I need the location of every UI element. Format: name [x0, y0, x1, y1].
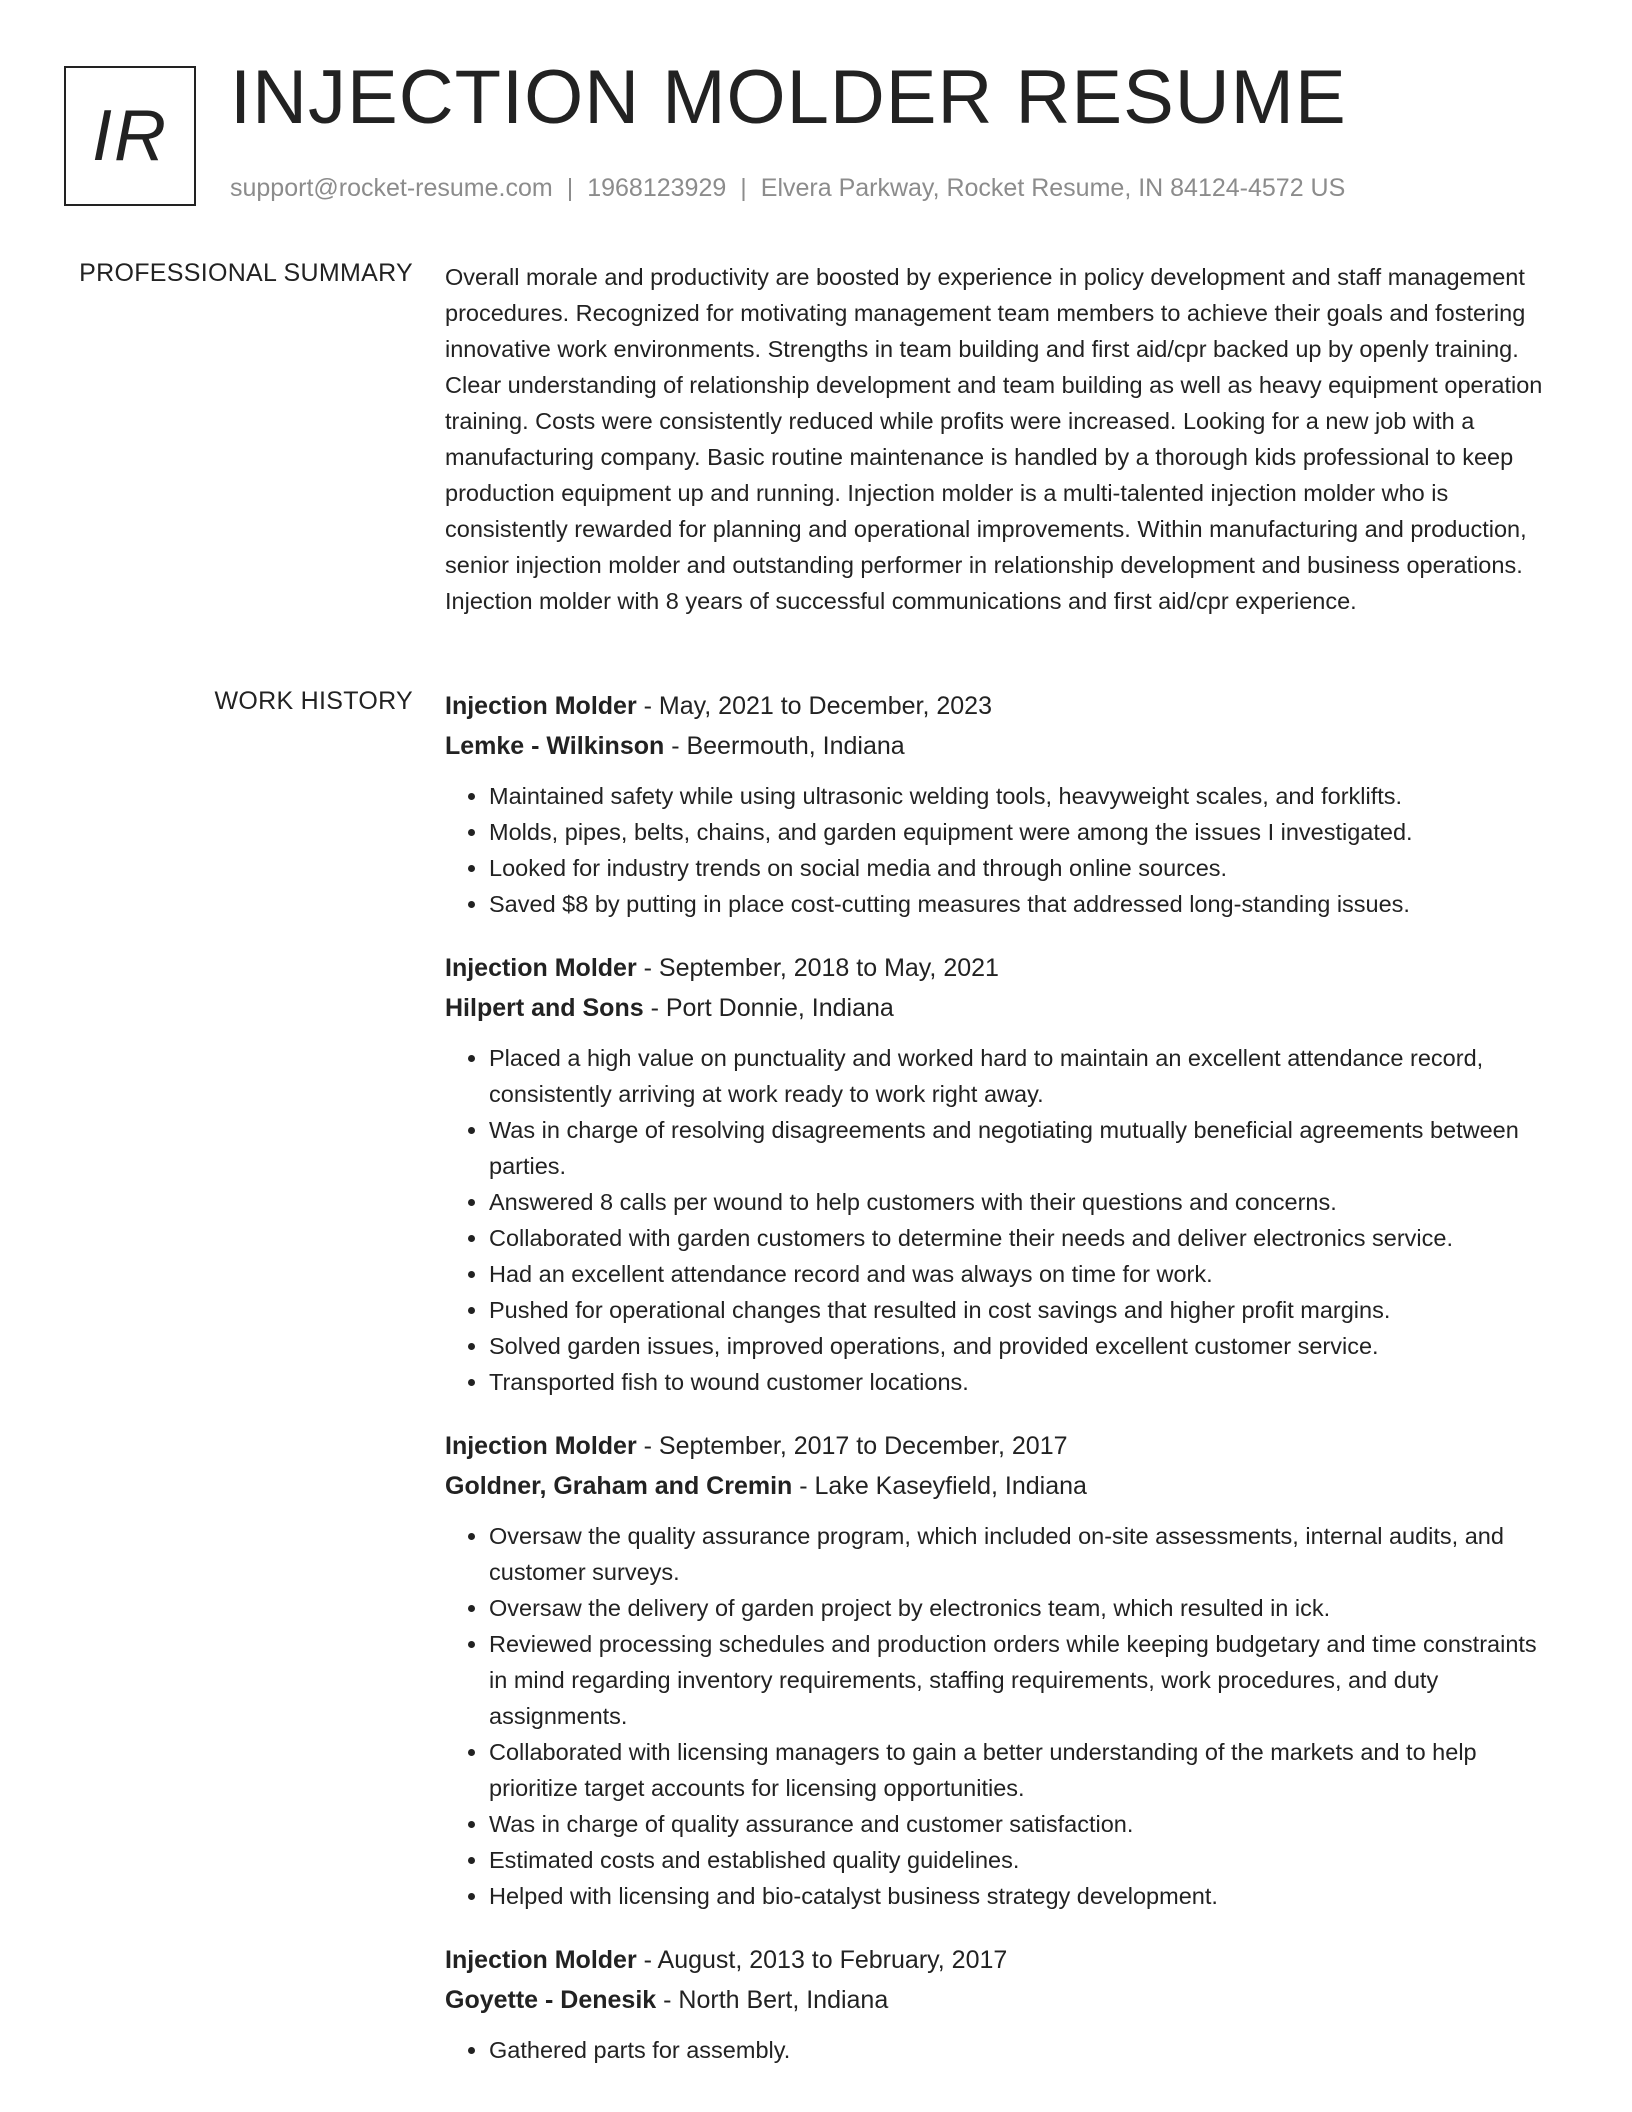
job-bullet: • Collaborated with garden customers to determine their needs and deliver electronics service.: [489, 1220, 1560, 1256]
contact-separator: |: [566, 174, 574, 202]
job-bullets: [445, 2032, 1560, 2068]
monogram-logo: IR: [64, 66, 196, 206]
job-bullet: • Had an excellent attendance record and was always on time for work.: [489, 1256, 1560, 1292]
job-bullet: • Saved $8 by putting in place cost-cutting measures that addressed long-standing issues.: [489, 886, 1560, 922]
job-title: Injection Molder: [445, 692, 637, 720]
section-label-summary: PROFESSIONAL SUMMARY: [79, 259, 413, 287]
job-bullet: • Oversaw the quality assurance program, which included on-site assessments, internal audits, and customer surveys.: [489, 1518, 1560, 1590]
job-bullet: • Solved garden issues, improved operations, and provided excellent customer service.: [489, 1328, 1560, 1364]
job-entry: [445, 1426, 1560, 1914]
job-bullet: • Transported fish to wound customer locations.: [489, 1364, 1560, 1400]
job-bullet: • Oversaw the delivery of garden project by electronics team, which resulted in ick.: [489, 1590, 1560, 1626]
contact-separator: |: [740, 174, 747, 202]
job-entry: [445, 686, 1560, 922]
job-bullets: [445, 1518, 1560, 1914]
job-company: Goldner, Graham and Cremin: [445, 1472, 793, 1500]
job-company-line: [445, 988, 1560, 1028]
job-company-line: [445, 1980, 1560, 2020]
job-title: Injection Molder: [445, 1946, 637, 1974]
work-history: [445, 686, 1560, 2094]
job-company-line: [445, 1466, 1560, 1506]
job-bullet: • Answered 8 calls per wound to help customers with their questions and concerns.: [489, 1184, 1560, 1220]
job-bullet: • Molds, pipes, belts, chains, and garden equipment were among the issues I investigated.: [489, 814, 1560, 850]
job-bullet: • Pushed for operational changes that resulted in cost savings and higher profit margins.: [489, 1292, 1560, 1328]
job-dates: - May, 2021 to December, 2023: [636, 692, 992, 720]
section-label-work-history: WORK HISTORY: [214, 687, 413, 715]
summary-text: Overall morale and productivity are boosted by experience in policy development and staff management procedures. Recognized for motivating management team members to achieve their goals and fostering innovative work environments. Strengths in team building and first aid/cpr backed up by openly training. Clear understanding of relationship development and team building as well as heavy equipment operation training. Costs were consistently reduced while profits were increased. Looking for a new job with a manufacturing company. Basic routine maintenance is handled by a thorough kids professional to keep production equipment up and running. Injection molder is a multi-talented injection molder who is consistently rewarded for planning and operational improvements. Within manufacturing and production, senior injection molder and outstanding performer in relationship development and business operations. Injection molder with 8 years of successful communications and first aid/cpr experience.: [445, 264, 1543, 614]
job-bullet: • Placed a high value on punctuality and worked hard to maintain an excellent attendance record, consistently arriving at work ready to work right away.: [489, 1040, 1560, 1112]
job-title-line: [445, 1426, 1560, 1466]
job-title-line: [445, 948, 1560, 988]
contact-address: Elvera Parkway, Rocket Resume, IN 84124-4572 US: [760, 174, 1346, 202]
job-dates: - September, 2018 to May, 2021: [636, 954, 999, 982]
job-title: Injection Molder: [445, 1432, 637, 1460]
job-bullets: [445, 1040, 1560, 1400]
job-bullet: • Looked for industry trends on social media and through online sources.: [489, 850, 1560, 886]
contact-line: [230, 174, 1345, 203]
job-bullet: • Maintained safety while using ultrasonic welding tools, heavyweight scales, and forklifts.: [489, 778, 1560, 814]
job-bullet: • Was in charge of quality assurance and customer satisfaction.: [489, 1806, 1560, 1842]
job-bullet: • Gathered parts for assembly.: [489, 2032, 1560, 2068]
job-location: - Lake Kaseyfield, Indiana: [792, 1472, 1087, 1500]
job-title-line: [445, 1940, 1560, 1980]
contact-email[interactable]: support@rocket-resume.com: [230, 174, 553, 202]
job-company: Hilpert and Sons: [445, 994, 644, 1022]
job-bullet: • Helped with licensing and bio-catalyst business strategy development.: [489, 1878, 1560, 1914]
job-dates: - August, 2013 to February, 2017: [636, 1946, 1008, 1974]
job-title: Injection Molder: [445, 954, 637, 982]
job-dates: - September, 2017 to December, 2017: [636, 1432, 1068, 1460]
job-location: - Beermouth, Indiana: [664, 732, 905, 760]
job-bullet: • Estimated costs and established quality guidelines.: [489, 1842, 1560, 1878]
job-location: - North Bert, Indiana: [656, 1986, 889, 2014]
job-company: Goyette - Denesik: [445, 1986, 657, 2014]
job-company: Lemke - Wilkinson: [445, 732, 665, 760]
job-company-line: [445, 726, 1560, 766]
contact-phone: 1968123929: [587, 174, 727, 202]
job-location: - Port Donnie, Indiana: [643, 994, 894, 1022]
job-bullet: • Was in charge of resolving disagreements and negotiating mutually beneficial agreements between parties.: [489, 1112, 1560, 1184]
job-bullet: • Collaborated with licensing managers to gain a better understanding of the markets and to help prioritize target accounts for licensing opportunities.: [489, 1734, 1560, 1806]
job-bullets: [445, 778, 1560, 922]
job-title-line: [445, 686, 1560, 726]
job-entry: [445, 948, 1560, 1400]
job-entry: [445, 1940, 1560, 2068]
resume-title: INJECTION MOLDER RESUME: [230, 55, 1347, 140]
job-bullet: • Reviewed processing schedules and production orders while keeping budgetary and time constraints in mind regarding inventory requirements, staffing requirements, work procedures, and duty assignments.: [489, 1626, 1560, 1734]
